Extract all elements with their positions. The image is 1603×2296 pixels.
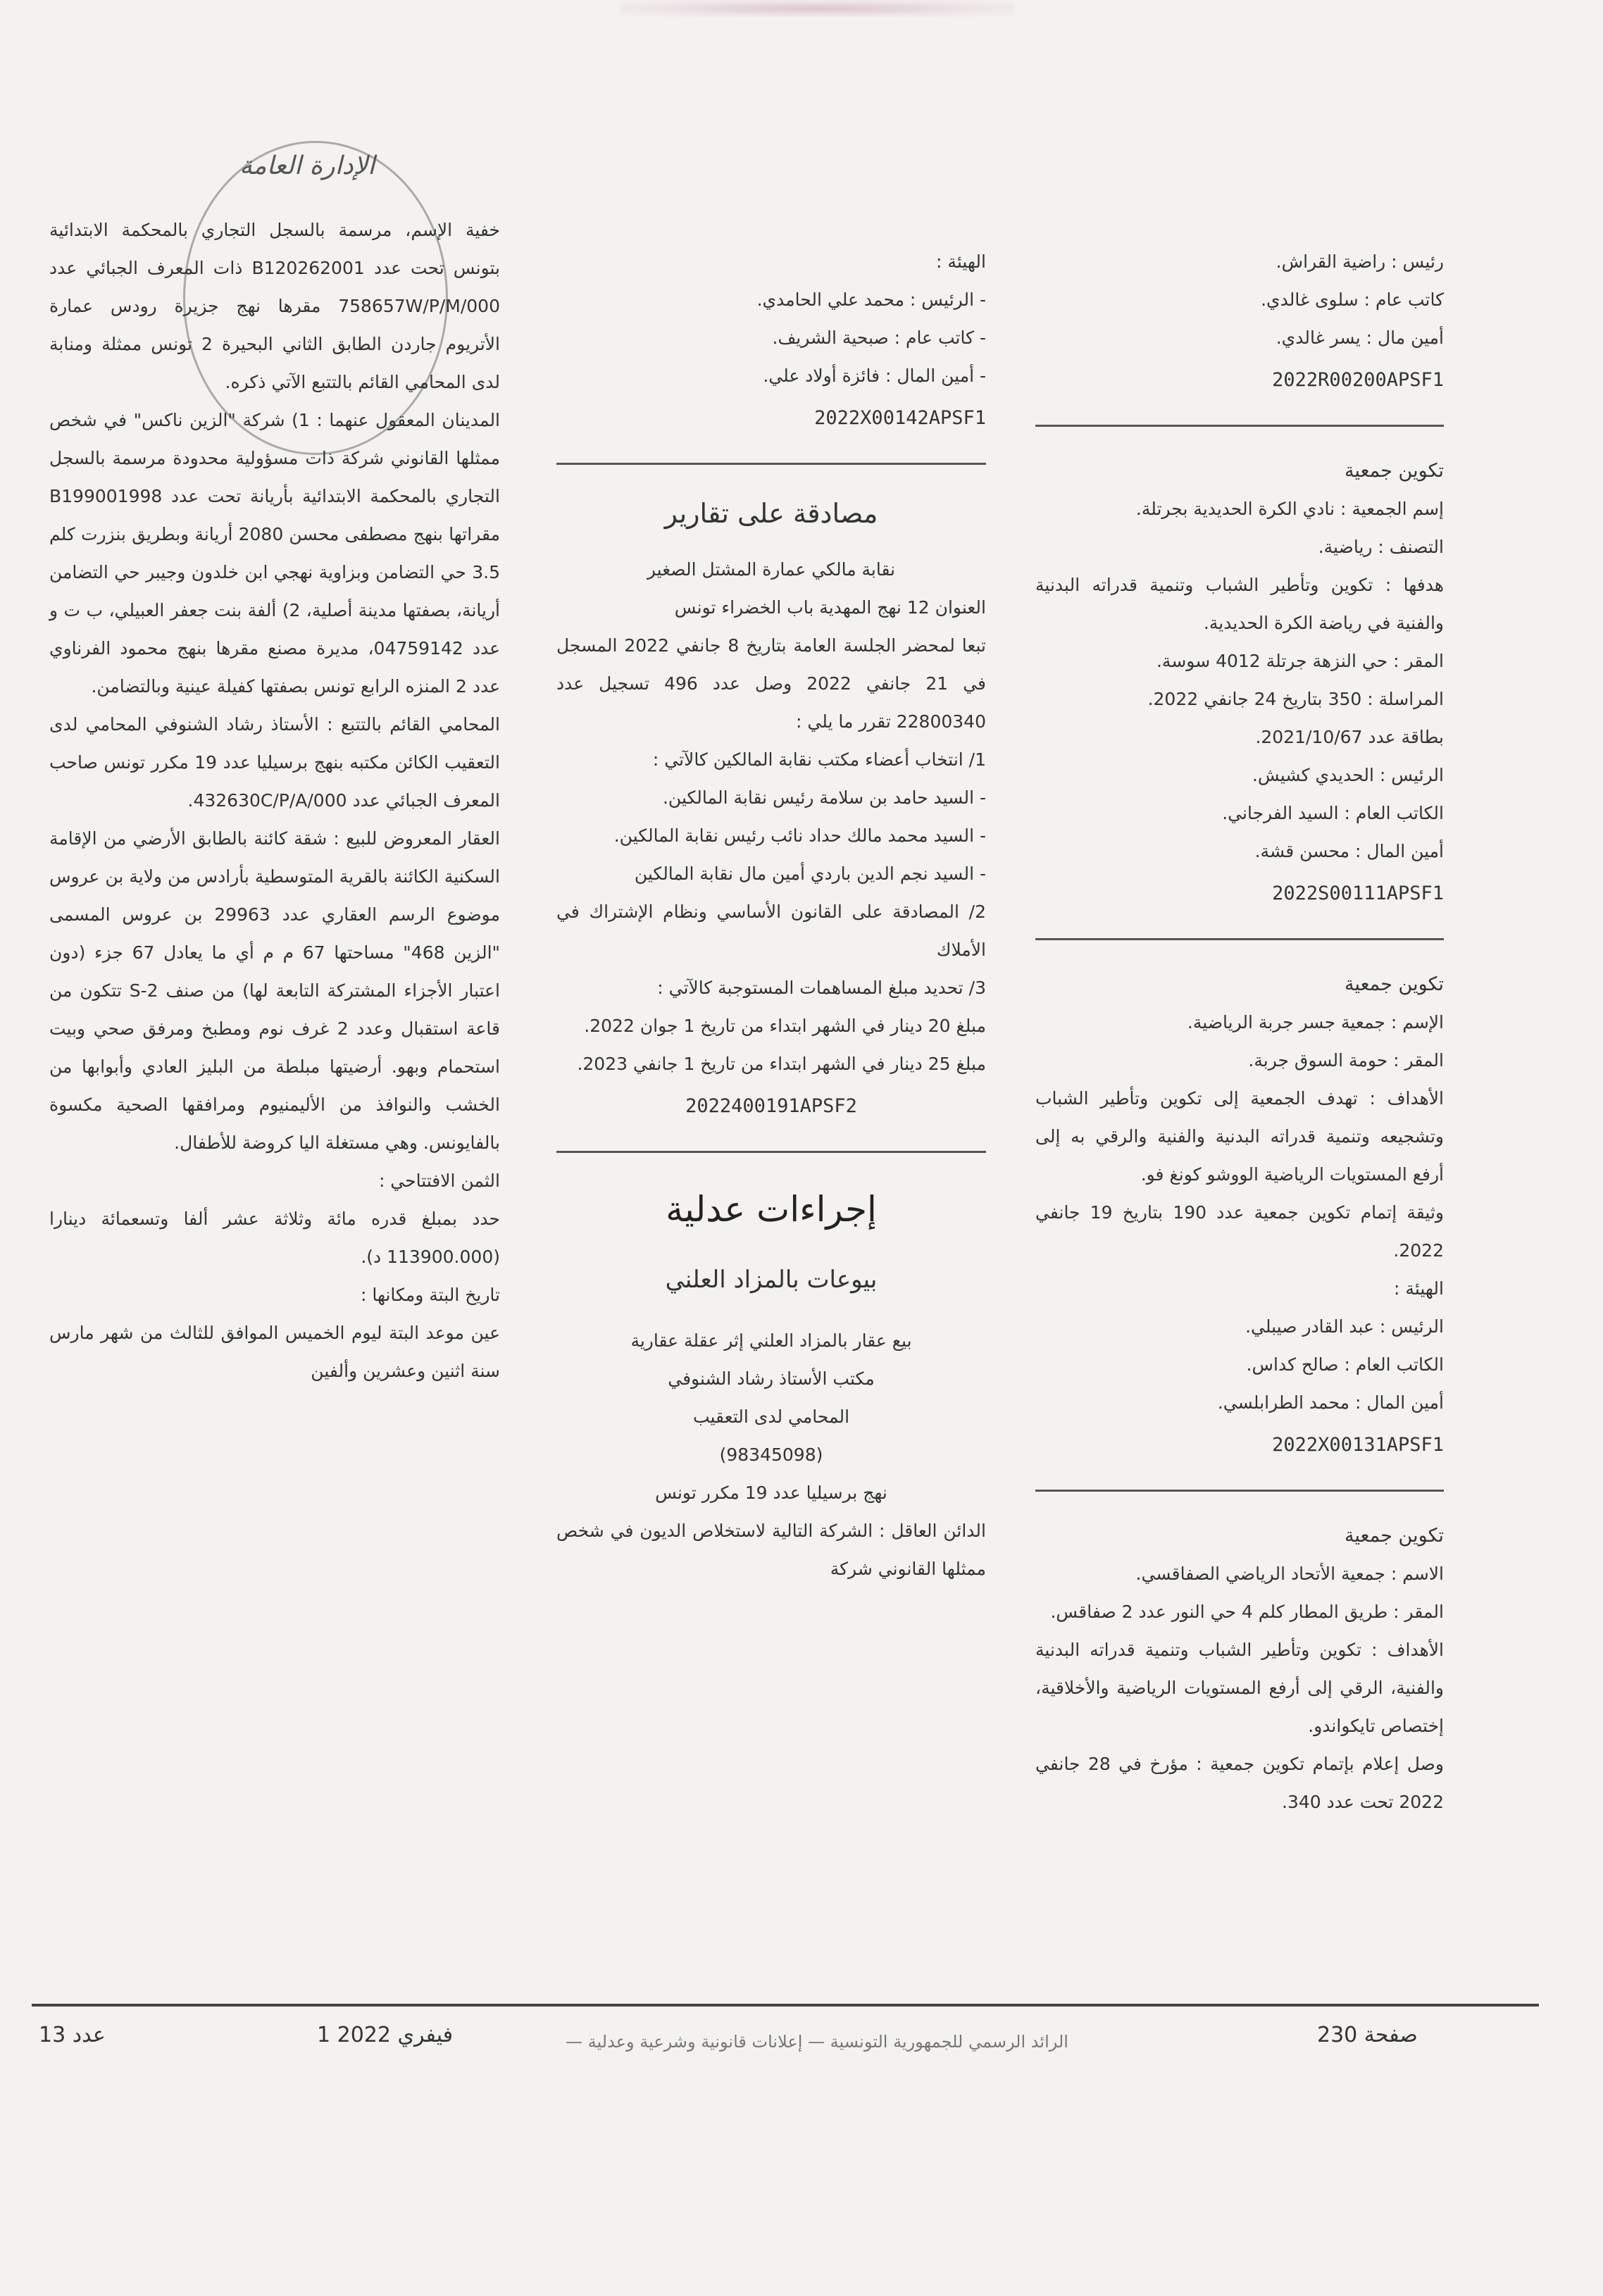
text-line: الإسم : جمعية جسر جربة الرياضية. bbox=[1187, 1012, 1444, 1032]
paragraph: العقار المعروض للبيع : شقة كائنة بالطابق الأرضي من الإقامة السكنية الكائنة بالقرية المتوسطية بأرادس من ولاية بن عروس موضوع الرسم العقاري عدد 29963 بن عروس المسمى "الزين 468" مساحتها 67 م م أي ما يعادل 67 جزء (دون اعتبار الأجزاء المشتركة التابعة لها) من صنف S-2 تتكون من قاعة استقبال وعدد 2 غرف نوم ومطبخ ومرفق صحي وبيت استحمام وبهو. أرضيتها مبلطة من البليز العادي وأبوابها من الخشب والنوافذ من الأليمنيوم ومرافقها الصحية مكسوة بالفايونس. وهي مستغلة اليا كروضة للأطفال. bbox=[49, 828, 501, 1153]
text-line: تبعا لمحضر الجلسة العامة بتاريخ 8 جانفي 2022 المسجل في 21 جانفي 2022 وصل عدد 496 تسجيل عدد 22800340 تقرر ما يلي : bbox=[556, 635, 986, 732]
text-line: الأهداف : تكوين وتأطير الشباب وتنمية قدراته البدنية والفنية، الرقي إلى أرفع المستويات الرياضية والأخلاقية، إختصاص تايكواندو. bbox=[1035, 1640, 1444, 1736]
section-heading: تكوين جمعية bbox=[1345, 460, 1444, 482]
journal-title: الرائد الرسمي للجمهورية التونسية — إعلانات قانونية وشرعية وعدلية — bbox=[566, 2032, 1068, 2052]
text-line: الهيئة : bbox=[1394, 1278, 1444, 1299]
text-line: التصنف : رياضية. bbox=[1318, 537, 1444, 557]
text-line: - الرئيس : محمد علي الحامدي. bbox=[756, 289, 986, 310]
scan-artifact bbox=[620, 0, 1014, 17]
text-line: الدائن العاقل : الشركة التالية لاستخلاص الديون في شخص ممثلها القانوني شركة bbox=[556, 1521, 986, 1579]
text-line: - كاتب عام : صبحية الشريف. bbox=[772, 327, 986, 348]
text-line: الأهداف : تهدف الجمعية إلى تكوين وتأطير الشباب وتشجيعه وتنمية قدراته البدنية والفنية والرقي به إلى أرفع المستويات الرياضية الووشو كونغ فو. bbox=[1035, 1088, 1444, 1185]
left-column bbox=[49, 211, 500, 1390]
paragraph-heading: الثمن الافتتاحي : bbox=[378, 1171, 500, 1191]
reference-code: 2022R00200APSF1 bbox=[1272, 369, 1444, 391]
text-line: نهج برسيليا عدد 19 مكرر تونس bbox=[655, 1483, 887, 1503]
text-line: الرئيس : الحديدي كشيش. bbox=[1252, 765, 1444, 785]
text-line: الاسم : جمعية الأتحاد الرياضي الصفاقسي. bbox=[1135, 1564, 1444, 1584]
page-number: صفحة 230 bbox=[1317, 2023, 1418, 2047]
text-line: 2/ المصادقة على القانون الأساسي ونظام الإشتراك في الأملاك bbox=[556, 901, 986, 960]
middle-column bbox=[556, 243, 986, 1588]
text-line: المقر : حي النزهة جرتلة 4012 سوسة. bbox=[1156, 651, 1444, 671]
text-line: المقر : حومة السوق جربة. bbox=[1248, 1050, 1444, 1071]
text-line: بيع عقار بالمزاد العلني إثر عقلة عقارية bbox=[630, 1330, 912, 1351]
divider bbox=[1035, 938, 1444, 940]
text-line: رئيس : راضية القراش. bbox=[1275, 251, 1444, 272]
text-line: مبلغ 25 دينار في الشهر ابتداء من تاريخ 1 جانفي 2023. bbox=[577, 1054, 986, 1074]
text-line: - أمين المال : فائزة أولاد علي. bbox=[763, 366, 986, 386]
reference-code: 2022S00111APSF1 bbox=[1272, 882, 1444, 904]
text-line: (98345098) bbox=[719, 1445, 823, 1465]
text-line: 3/ تحديد مبلغ المساهمات المستوجبة كالآتي : bbox=[657, 978, 986, 998]
section-subtitle: بيوعات بالمزاد العلني bbox=[665, 1266, 878, 1294]
paragraph: عين موعد البتة ليوم الخميس الموافق للثالث من شهر مارس سنة اثنين وعشرين وألفين bbox=[49, 1323, 500, 1381]
text-line: - السيد محمد مالك حداد نائب رئيس نقابة المالكين. bbox=[613, 825, 986, 846]
issue-number: عدد 13 bbox=[39, 2023, 106, 2047]
text-line: المراسلة : 350 بتاريخ 24 جانفي 2022. bbox=[1147, 689, 1444, 709]
text-line: - السيد نجم الدين باردي أمين مال نقابة المالكين bbox=[634, 863, 986, 884]
right-column bbox=[1035, 243, 1444, 1821]
reference-code: 2022X00142APSF1 bbox=[814, 407, 986, 429]
issue-date: 1 فيفري 2022 bbox=[317, 2023, 454, 2047]
stamp-signature: الإدارة العامة bbox=[239, 151, 375, 180]
text-line: أمين المال : محسن قشة. bbox=[1254, 841, 1444, 861]
text-line: المحامي لدى التعقيب bbox=[692, 1406, 850, 1427]
section-heading: تكوين جمعية bbox=[1345, 973, 1444, 995]
paragraph-heading: تاريخ البتة ومكانها : bbox=[360, 1285, 500, 1305]
text-line: المقر : طريق المطار كلم 4 حي النور عدد 2 صفاقس. bbox=[1050, 1602, 1444, 1622]
divider bbox=[556, 1151, 986, 1153]
section-heading: تكوين جمعية bbox=[1345, 1525, 1444, 1547]
text-line: وصل إعلام بإتمام تكوين جمعية : مؤرخ في 28 جانفي 2022 تحت عدد 340. bbox=[1035, 1754, 1444, 1812]
text-line: العنوان 12 نهج المهدية باب الخضراء تونس bbox=[674, 597, 986, 618]
paragraph: خفية الإسم، مرسمة بالسجل التجاري بالمحكمة الابتدائية بتونس تحت عدد B120262001 ذات المعرف الجبائي عدد 758657W/P/M/000 مقرها نهج جزيرة رودس عمارة الأتريوم جاردن الطابق الثاني البحيرة 2 تونس ممثلة ومنابة لدى المحامي القائم بالتتبع الآتي ذكره. bbox=[49, 220, 500, 392]
text-line: مكتب الأستاذ رشاد الشنوفي bbox=[668, 1368, 875, 1389]
text-line: الكاتب العام : السيد الفرجاني. bbox=[1222, 803, 1444, 823]
text-line: إسم الجمعية : نادي الكرة الحديدية بجرتلة. bbox=[1135, 499, 1444, 519]
text-line: 1/ انتخاب أعضاء مكتب نقابة المالكين كالآتي : bbox=[652, 749, 986, 770]
footer-divider bbox=[32, 2004, 1539, 2007]
paragraph: حدد بمبلغ قدره مائة وثلاثة عشر ألفا وتسعمائة دينارا (113900.000 د). bbox=[49, 1209, 500, 1267]
section-title: إجراءات عدلية bbox=[666, 1189, 877, 1230]
reference-code: 2022400191APSF2 bbox=[685, 1095, 857, 1117]
text-line: الرئيس : عبد القادر صيبلي. bbox=[1245, 1316, 1444, 1337]
divider bbox=[556, 463, 986, 465]
text-line: مبلغ 20 دينار في الشهر ابتداء من تاريخ 1 جوان 2022. bbox=[584, 1016, 986, 1036]
section-title: مصادقة على تقارير bbox=[664, 498, 878, 529]
text-line: الهيئة : bbox=[936, 251, 986, 272]
text-line: أمين مال : يسر غالدي. bbox=[1275, 327, 1444, 348]
text-line: الكاتب العام : صالح كداس. bbox=[1246, 1354, 1444, 1375]
text-line: أمين المال : محمد الطرابلسي. bbox=[1217, 1392, 1444, 1413]
reference-code: 2022X00131APSF1 bbox=[1272, 1434, 1444, 1456]
text-line: هدفها : تكوين وتأطير الشباب وتنمية قدراته البدنية والفنية في رياضة الكرة الحديدية. bbox=[1035, 575, 1444, 633]
text-line: - السيد حامد بن سلامة رئيس نقابة المالكين. bbox=[662, 787, 986, 808]
text-line: نقابة مالكي عمارة المشتل الصغير bbox=[647, 559, 896, 580]
divider bbox=[1035, 1490, 1444, 1492]
text-line: وثيقة إتمام تكوين جمعية عدد 190 بتاريخ 19 جانفي 2022. bbox=[1035, 1202, 1444, 1261]
text-line: بطاقة عدد 2021/10/67. bbox=[1255, 727, 1444, 747]
text-line: كاتب عام : سلوى غالدي. bbox=[1261, 289, 1444, 310]
paragraph: المدينان المعقول عنهما : 1) شركة "الزين ناكس" في شخص ممثلها القانوني شركة ذات مسؤولية محدودة مرسمة بالسجل التجاري بالمحكمة الابتدائية بأريانة تحت عدد B199001998 مقراتها بنهج مصطفى محسن 2080 أريانة وبطريق بنزرت كلم 3.5 حي التضامن وبزاوية نهجي ابن خلدون وجيبر حي التضامن أريانة، بصفتها مدينة أصلية، 2) ألفة بنت جعفر العبيلي، ب ت و عدد 04759142، مديرة مصنع مقرها بنهج محمود الفرناوي عدد 2 المنزه الرابع تونس بصفتها كفيلة عينية وبالتضامن. bbox=[49, 410, 501, 697]
paragraph: المحامي القائم بالتتبع : الأستاذ رشاد الشنوفي المحامي لدى التعقيب الكائن مكتبه بنهج برسيليا عدد 19 مكرر تونس صاحب المعرف الجبائي عدد 432630C/P/A/000. bbox=[49, 714, 500, 811]
divider bbox=[1035, 425, 1444, 427]
